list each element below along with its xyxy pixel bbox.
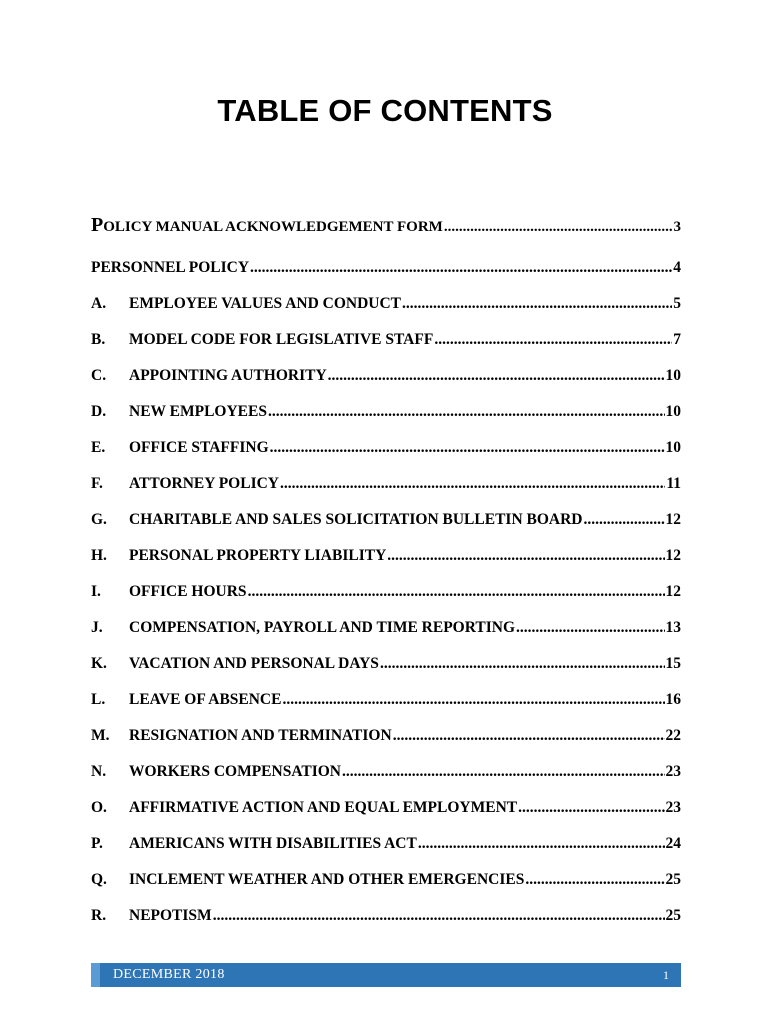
toc-entry-label: NEW EMPLOYEES xyxy=(129,403,267,420)
toc-entry-page: 25 xyxy=(665,907,681,924)
toc-entry-letter: N. xyxy=(91,763,107,780)
toc-entry-b[interactable] xyxy=(91,331,681,349)
toc-entry-e[interactable] xyxy=(91,439,681,457)
dot-leader xyxy=(444,219,673,236)
toc-entry-letter: P. xyxy=(91,835,103,852)
toc-entry-n[interactable] xyxy=(91,763,681,781)
toc-entry-label: PERSONAL PROPERTY LIABILITY xyxy=(129,547,387,564)
toc-entry-label: INCLEMENT WEATHER AND OTHER EMERGENCIES xyxy=(129,871,525,888)
toc-entry-page: 5 xyxy=(673,295,681,312)
toc-entry-label: AFFIRMATIVE ACTION AND EQUAL EMPLOYMENT xyxy=(129,799,518,816)
dot-leader xyxy=(525,871,664,889)
footer-date: DECEMBER 2018 xyxy=(113,967,225,982)
toc-entry-d[interactable] xyxy=(91,403,681,421)
toc-entry-label: RESIGNATION AND TERMINATION xyxy=(129,727,392,744)
toc-entry-label-rest: OLICY MANUAL ACKNOWLEDGEMENT FORM xyxy=(103,219,443,235)
dot-leader xyxy=(434,331,672,349)
dot-leader xyxy=(584,511,665,529)
dot-leader xyxy=(282,691,664,709)
toc-entry-page: 3 xyxy=(673,219,681,235)
dot-leader xyxy=(213,907,665,925)
toc-entry-label: COMPENSATION, PAYROLL AND TIME REPORTING xyxy=(129,619,516,636)
toc-entry-page: 16 xyxy=(665,691,681,708)
toc-entry-label: VACATION AND PERSONAL DAYS xyxy=(129,655,379,672)
dot-leader xyxy=(518,799,664,817)
toc-entry-label: PERSONNEL POLICY xyxy=(91,259,250,276)
toc-entry-o[interactable] xyxy=(91,799,681,817)
toc-entry-j[interactable] xyxy=(91,619,681,637)
toc-entry-label xyxy=(91,214,443,237)
toc-entry-page: 23 xyxy=(665,763,681,780)
toc-entry-letter: M. xyxy=(91,727,110,744)
footer-accent xyxy=(91,963,100,987)
toc-entry-label: AMERICANS WITH DISABILITIES ACT xyxy=(129,835,417,852)
toc-entry-letter: E. xyxy=(91,439,106,456)
toc-entry-label: MODEL CODE FOR LEGISLATIVE STAFF xyxy=(129,331,434,348)
toc-entry-label: LEAVE OF ABSENCE xyxy=(129,691,282,708)
toc-entry-l[interactable] xyxy=(91,691,681,709)
toc-entry-p[interactable] xyxy=(91,835,681,853)
toc-entry-page: 24 xyxy=(665,835,681,852)
page-title: TABLE OF CONTENTS xyxy=(217,93,553,128)
toc-entry-f[interactable] xyxy=(91,475,681,493)
dot-leader xyxy=(402,295,672,313)
dot-leader xyxy=(516,619,664,637)
toc-entry-page: 15 xyxy=(665,655,681,672)
dot-leader xyxy=(270,439,665,457)
toc-entry-label: NEPOTISM xyxy=(129,907,212,924)
toc-entry-label: ATTORNEY POLICY xyxy=(129,475,279,492)
dot-leader xyxy=(387,547,664,565)
dot-leader xyxy=(342,763,665,781)
toc-entry-page: 22 xyxy=(665,727,681,744)
dot-leader xyxy=(380,655,665,673)
toc-entry-label: OFFICE HOURS xyxy=(129,583,247,600)
dot-leader xyxy=(268,403,665,421)
toc-entry-page: 12 xyxy=(665,547,681,564)
toc-entry-h[interactable] xyxy=(91,547,681,565)
toc-entry-page: 23 xyxy=(665,799,681,816)
toc-entry-letter: J. xyxy=(91,619,103,636)
toc-entry-letter: G. xyxy=(91,511,107,528)
dot-leader xyxy=(393,727,665,745)
toc-entry-letter: A. xyxy=(91,295,107,312)
toc-entry-letter: L. xyxy=(91,691,106,708)
dot-leader xyxy=(418,835,665,853)
toc-entry-letter: Q. xyxy=(91,871,107,888)
toc-entry-q[interactable] xyxy=(91,871,681,889)
toc-entry-page: 12 xyxy=(665,511,681,528)
toc-entry-m[interactable] xyxy=(91,727,681,745)
toc-entry-k[interactable] xyxy=(91,655,681,673)
toc-entry-g[interactable] xyxy=(91,511,681,529)
toc-entry-i[interactable] xyxy=(91,583,681,601)
toc-entry-label: CHARITABLE AND SALES SOLICITATION BULLETIN BOARD xyxy=(129,511,583,528)
toc-entry-c[interactable] xyxy=(91,367,681,385)
toc-entry-page: 25 xyxy=(665,871,681,888)
toc-entry-label: APPOINTING AUTHORITY xyxy=(129,367,327,384)
footer-page-number: 1 xyxy=(663,967,669,982)
toc-entry-personnel-policy[interactable] xyxy=(91,259,681,277)
toc-entry-letter: B. xyxy=(91,331,106,348)
toc-entry-r[interactable] xyxy=(91,907,681,925)
dot-leader xyxy=(250,259,672,277)
toc-entry-letter: K. xyxy=(91,655,107,672)
toc-entry-letter: O. xyxy=(91,799,107,816)
toc-entry-letter: D. xyxy=(91,403,107,420)
toc-entry-letter: I. xyxy=(91,583,101,600)
toc-entry-page: 12 xyxy=(665,583,681,600)
toc-entry-page: 10 xyxy=(665,367,681,384)
toc-entry-page: 10 xyxy=(665,439,681,456)
toc-entry-a[interactable] xyxy=(91,295,681,313)
toc-entry-label: EMPLOYEE VALUES AND CONDUCT xyxy=(129,295,402,312)
toc-entry-page: 10 xyxy=(665,403,681,420)
toc-entry-letter: H. xyxy=(91,547,107,564)
toc-entry-page: 11 xyxy=(666,475,681,492)
toc-entry-acknowledgement-form[interactable] xyxy=(91,214,681,237)
toc-entry-label: WORKERS COMPENSATION xyxy=(129,763,341,780)
dot-leader xyxy=(328,367,665,385)
toc-entry-label-initial: P xyxy=(91,214,104,236)
toc-entry-label: OFFICE STAFFING xyxy=(129,439,269,456)
toc-entry-letter: R. xyxy=(91,907,107,924)
page-footer xyxy=(91,963,681,987)
dot-leader xyxy=(280,475,665,493)
toc-entry-letter: F. xyxy=(91,475,103,492)
toc-entry-page: 4 xyxy=(673,259,681,276)
dot-leader xyxy=(248,583,665,601)
toc-entry-page: 13 xyxy=(665,619,681,636)
toc-entry-letter: C. xyxy=(91,367,107,384)
toc-entry-page: 7 xyxy=(673,331,681,348)
